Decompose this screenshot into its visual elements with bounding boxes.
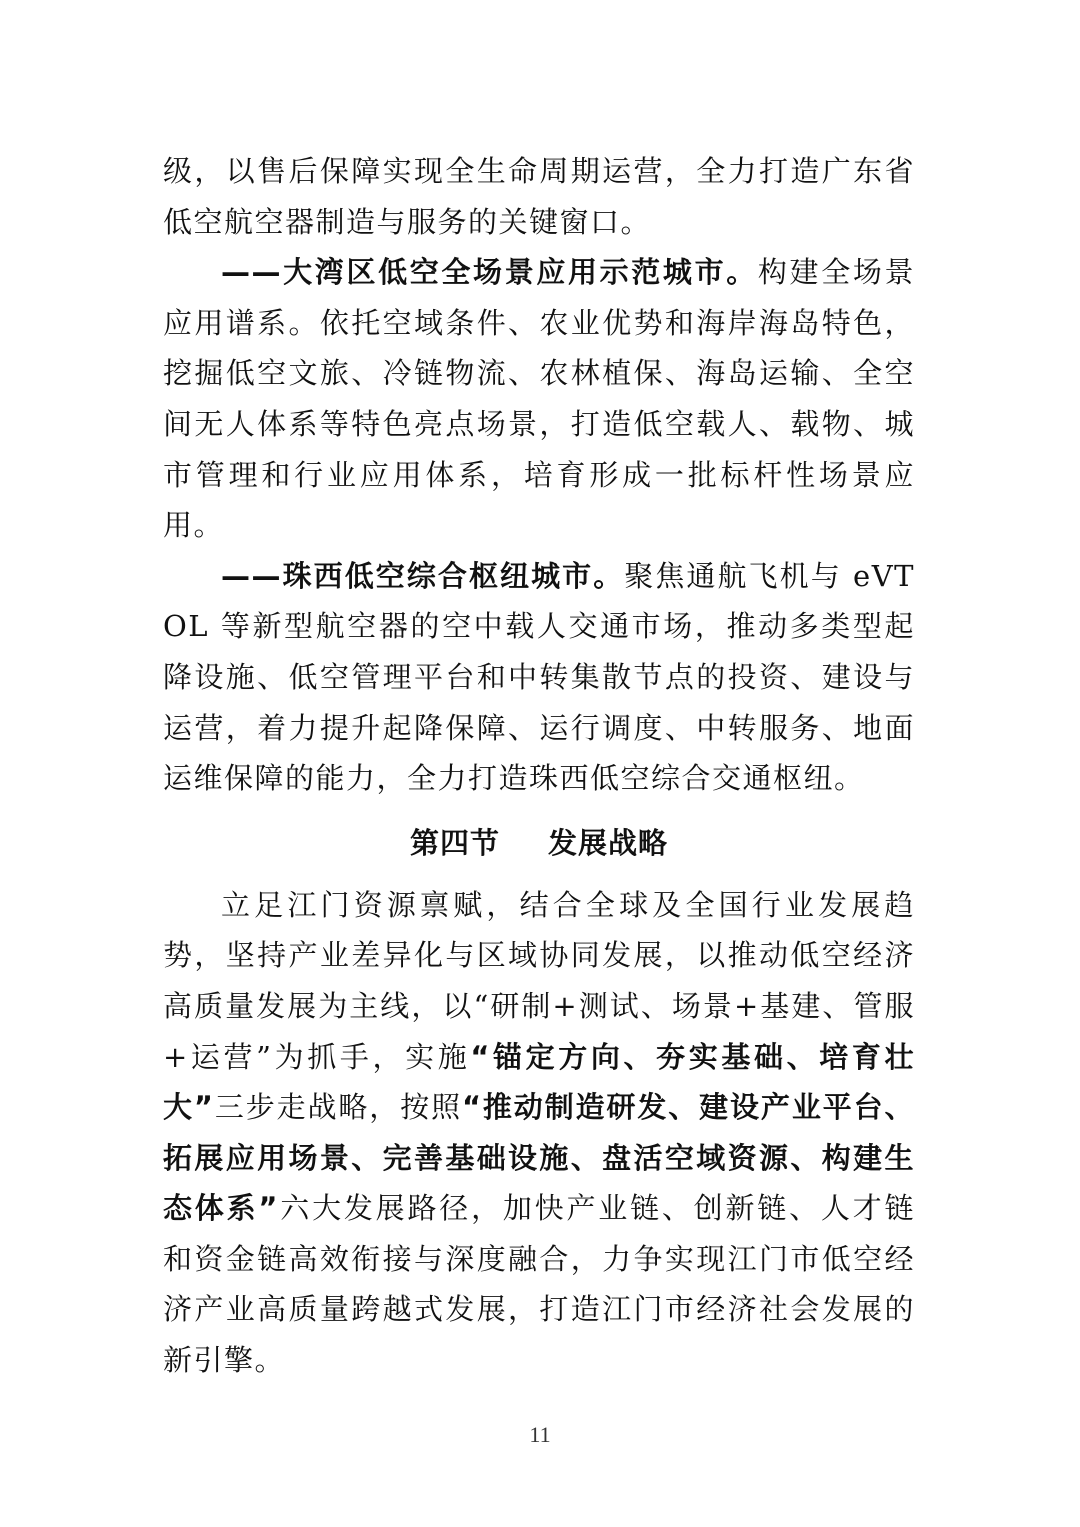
- strategy-text-1: 立足江门资源禀赋，结合全球及全国行业发展趋势，坚持产业差异化与区域协同发展，以推动低空经济高质量发展为主线，以“研制+测试、场景+基建、管服+运营”为抓手，实施: [163, 887, 915, 1074]
- paragraph-continuation: [163, 146, 915, 247]
- page-number: 11: [529, 1422, 551, 1447]
- strategy-text-3: 六大发展路径，加快产业链、创新链、人才链和资金链高效衔接与深度融合，力争实现江门市低空经济产业高质量跨越式发展，打造江门市经济社会发展的新引擎。: [163, 1191, 915, 1378]
- strategy-text-2: 三步走战略，按照: [214, 1090, 462, 1125]
- section-heading: [163, 818, 915, 868]
- section-number: 第四节: [409, 825, 500, 860]
- paragraph-development-strategy: [163, 880, 915, 1386]
- paragraph-text: 构建全场景应用谱系。依托空域条件、农业优势和海岸海岛特色，挖掘低空文旅、冷链物流、农林植保、海岛运输、全空间无人体系等特色亮点场景，打造低空载人、载物、城市管理和行业应用体系，培育形成一批标杆性场景应用。: [163, 255, 915, 543]
- paragraph-bay-area-demo-city: [163, 247, 915, 551]
- section-title: 发展战略: [548, 825, 669, 860]
- strategy-bold-three-steps: “锚定方向、夯实基础、培育壮大”: [163, 1039, 916, 1125]
- paragraph-lead-bold: ——大湾区低空全场景应用示范城市。: [221, 255, 758, 290]
- paragraph-text: 级，以售后保障实现全生命周期运营，全力打造广东省低空航空器制造与服务的关键窗口。: [163, 154, 915, 239]
- paragraph-text: 聚焦通航飞机与 eVTOL 等新型航空器的空中载人交通市场，推动多类型起降设施、低空管理平台和中转集散节点的投资、建设与运营，着力提升起降保障、运行调度、中转服务、地面运维保障的能力，全力打造珠西低空综合交通枢纽。: [163, 558, 915, 796]
- strategy-bold-six-paths: “推动制造研发、建设产业平台、拓展应用场景、完善基础设施、盘活空域资源、构建生态体系”: [163, 1090, 915, 1226]
- paragraph-lead-bold: ——珠西低空综合枢纽城市。: [221, 558, 625, 593]
- paragraph-zhuxi-hub-city: [163, 551, 915, 804]
- page-content: [163, 146, 915, 1386]
